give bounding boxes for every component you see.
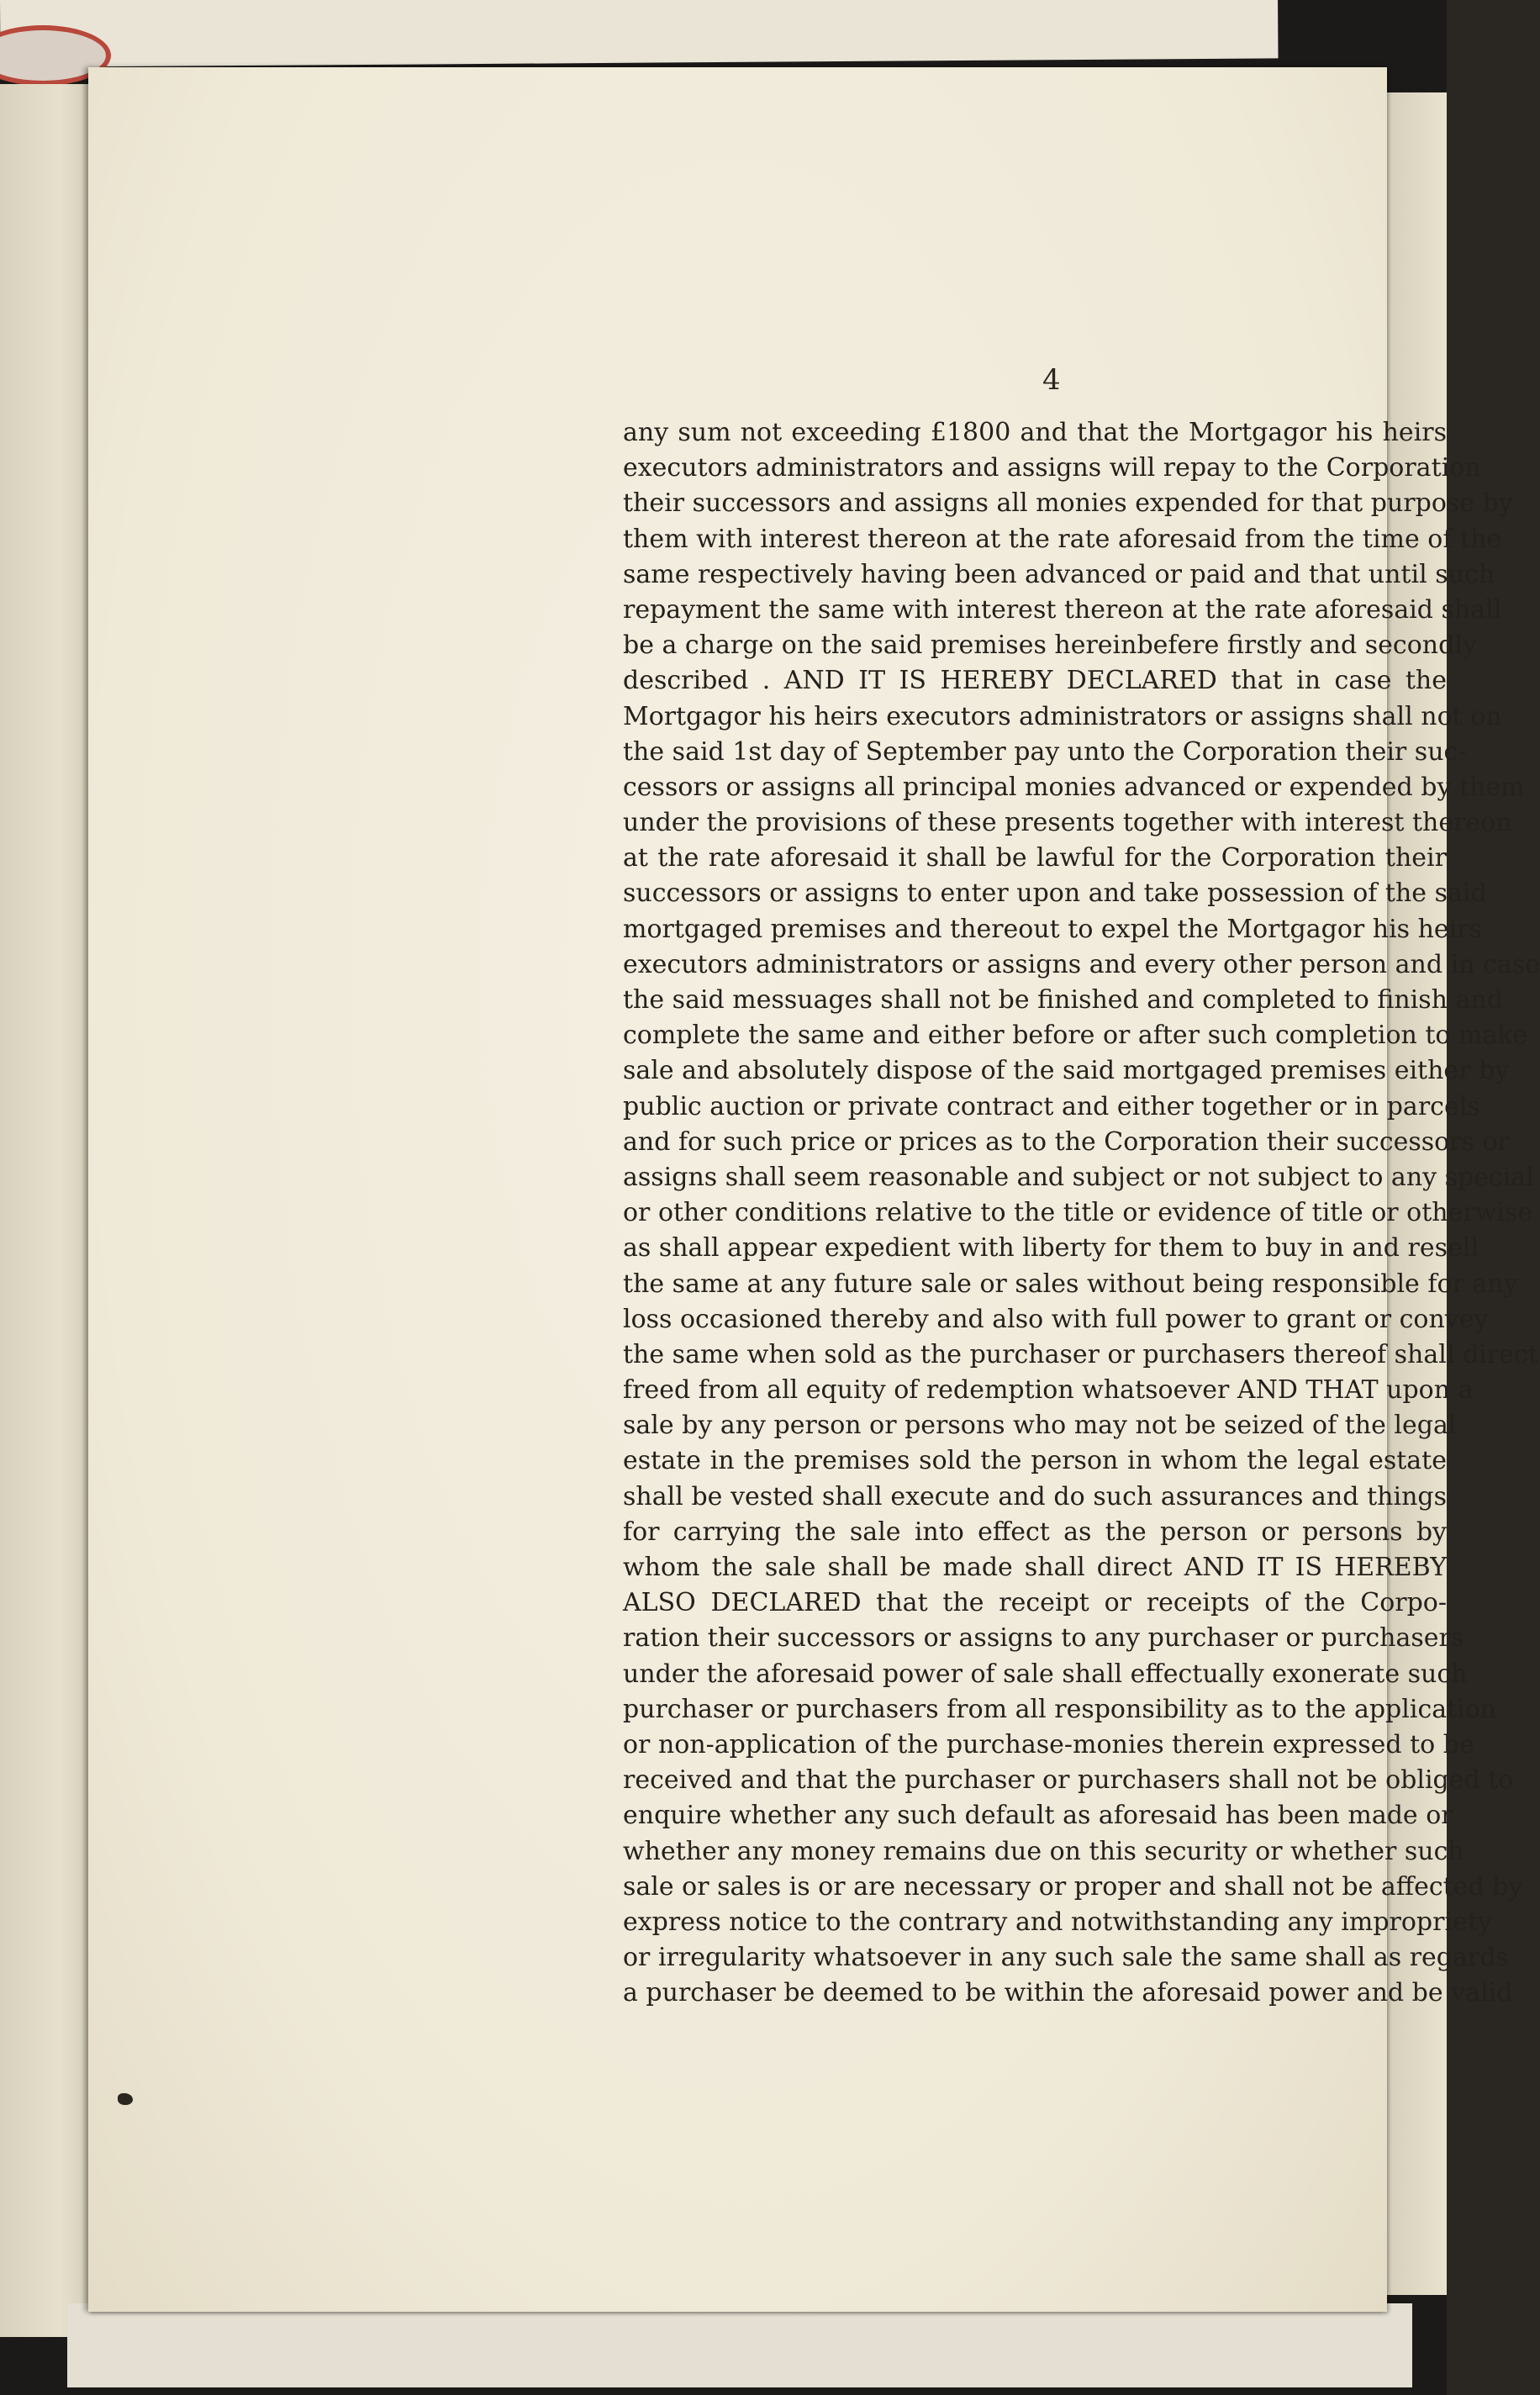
text-line: them with interest thereon at the rate aforesaid from the time of the — [623, 524, 1502, 554]
text-line: loss occasioned thereby and also with full power to grant or convey — [623, 1304, 1489, 1334]
text-line: a purchaser be deemed to be within the aforesaid power and be valid — [623, 1978, 1513, 2008]
text-line: the said 1st day of September pay unto the Corporation their suc- — [623, 736, 1467, 767]
text-line: freed from all equity of redemption whatsoever AND THAT upon a — [623, 1375, 1474, 1406]
text-line: received and that the purchaser or purchasers shall not be obliged to — [623, 1765, 1514, 1796]
text-line: and for such price or prices as to the Corporation their successors or — [623, 1126, 1510, 1157]
text-line: mortgaged premises and thereout to expel the Mortgagor his heirs — [623, 914, 1483, 944]
text-line: or non-application of the purchase-monies therein expressed to be — [623, 1729, 1474, 1759]
body-text — [623, 415, 1540, 2011]
text-line: executors administrators or assigns and every other person and in case — [623, 949, 1540, 979]
page-number: 4 — [1042, 363, 1061, 397]
text-line: whether any money remains due on this security or whether such — [623, 1836, 1464, 1866]
text-line: as shall appear expedient with liberty for them to buy in and resell — [623, 1233, 1479, 1263]
text-line: enquire whether any such default as aforesaid has been made or — [623, 1801, 1453, 1831]
text-line: express notice to the contrary and notwithstanding any impropriety — [623, 1907, 1492, 1937]
text-line: the same at any future sale or sales without being responsible for any — [623, 1269, 1518, 1299]
text-line: shall be vested shall execute and do such assurances and things — [623, 1481, 1447, 1511]
document-page — [88, 67, 1540, 2312]
ink-blot — [118, 2093, 133, 2105]
text-line: under the aforesaid power of sale shall effectually exonerate such — [623, 1659, 1468, 1689]
text-line: or irregularity whatsoever in any such sale the same shall as regards — [623, 1943, 1509, 1973]
text-line: whom the sale shall be made shall direct AND IT IS HEREBY — [623, 1553, 1447, 1582]
text-line: ALSO DECLARED that the receipt or receipts of the Corpo- — [623, 1588, 1447, 1618]
bottom-sheet-edge — [67, 2303, 1412, 2387]
underlying-sheet — [0, 0, 1279, 67]
text-line: purchaser or purchasers from all responsibility as to the application — [623, 1694, 1497, 1724]
text-line: estate in the premises sold the person in whom the legal estate — [623, 1446, 1447, 1476]
text-line: for carrying the sale into effect as the person or persons by — [623, 1517, 1447, 1547]
text-line: sale by any person or persons who may not be seized of the legal — [623, 1411, 1457, 1441]
text-line: the said messuages shall not be finished and completed to finish and — [623, 985, 1503, 1015]
text-line: at the rate aforesaid it shall be lawful for the Corporation their — [623, 843, 1447, 873]
text-line: be a charge on the said premises hereinbefere firstly and secondly — [623, 630, 1477, 661]
text-line: public auction or private contract and either together or in parcels — [623, 1091, 1480, 1121]
text-line: ration their successors or assigns to any purchaser or purchasers — [623, 1623, 1464, 1654]
text-line: any sum not exceeding £1800 and that the Mortgagor his heirs — [623, 418, 1447, 447]
text-line: sale and absolutely dispose of the said mortgaged premises either by — [623, 1056, 1510, 1086]
text-line: Mortgagor his heirs executors administrators or assigns shall not on — [623, 701, 1502, 731]
text-line: cessors or assigns all principal monies advanced or expended by them — [623, 772, 1525, 802]
text-line: repayment the same with interest thereon at the rate aforesaid shall — [623, 594, 1502, 625]
left-page-edge — [0, 84, 101, 2337]
text-line: described . AND IT IS HEREBY DECLARED that in case the — [623, 666, 1447, 696]
text-line: under the provisions of these presents together with interest thereon — [623, 808, 1512, 838]
text-line: their successors and assigns all monies expended for that purpose by — [623, 488, 1513, 519]
text-line: successors or assigns to enter upon and take possession of the said — [623, 878, 1487, 909]
text-line: sale or sales is or are necessary or proper and shall not be affected by — [623, 1871, 1523, 1902]
text-line: or other conditions relative to the title or evidence of title or otherwise — [623, 1198, 1533, 1228]
text-line: complete the same and either before or after such completion to make — [623, 1021, 1528, 1051]
text-line: executors administrators and assigns will repay to the Corporation — [623, 453, 1481, 483]
text-line: the same when sold as the purchaser or purchasers thereof shall direct — [623, 1339, 1538, 1369]
text-line: same respectively having been advanced or paid and that until such — [623, 559, 1495, 589]
text-line: assigns shall seem reasonable and subject or not subject to any special — [623, 1162, 1534, 1192]
